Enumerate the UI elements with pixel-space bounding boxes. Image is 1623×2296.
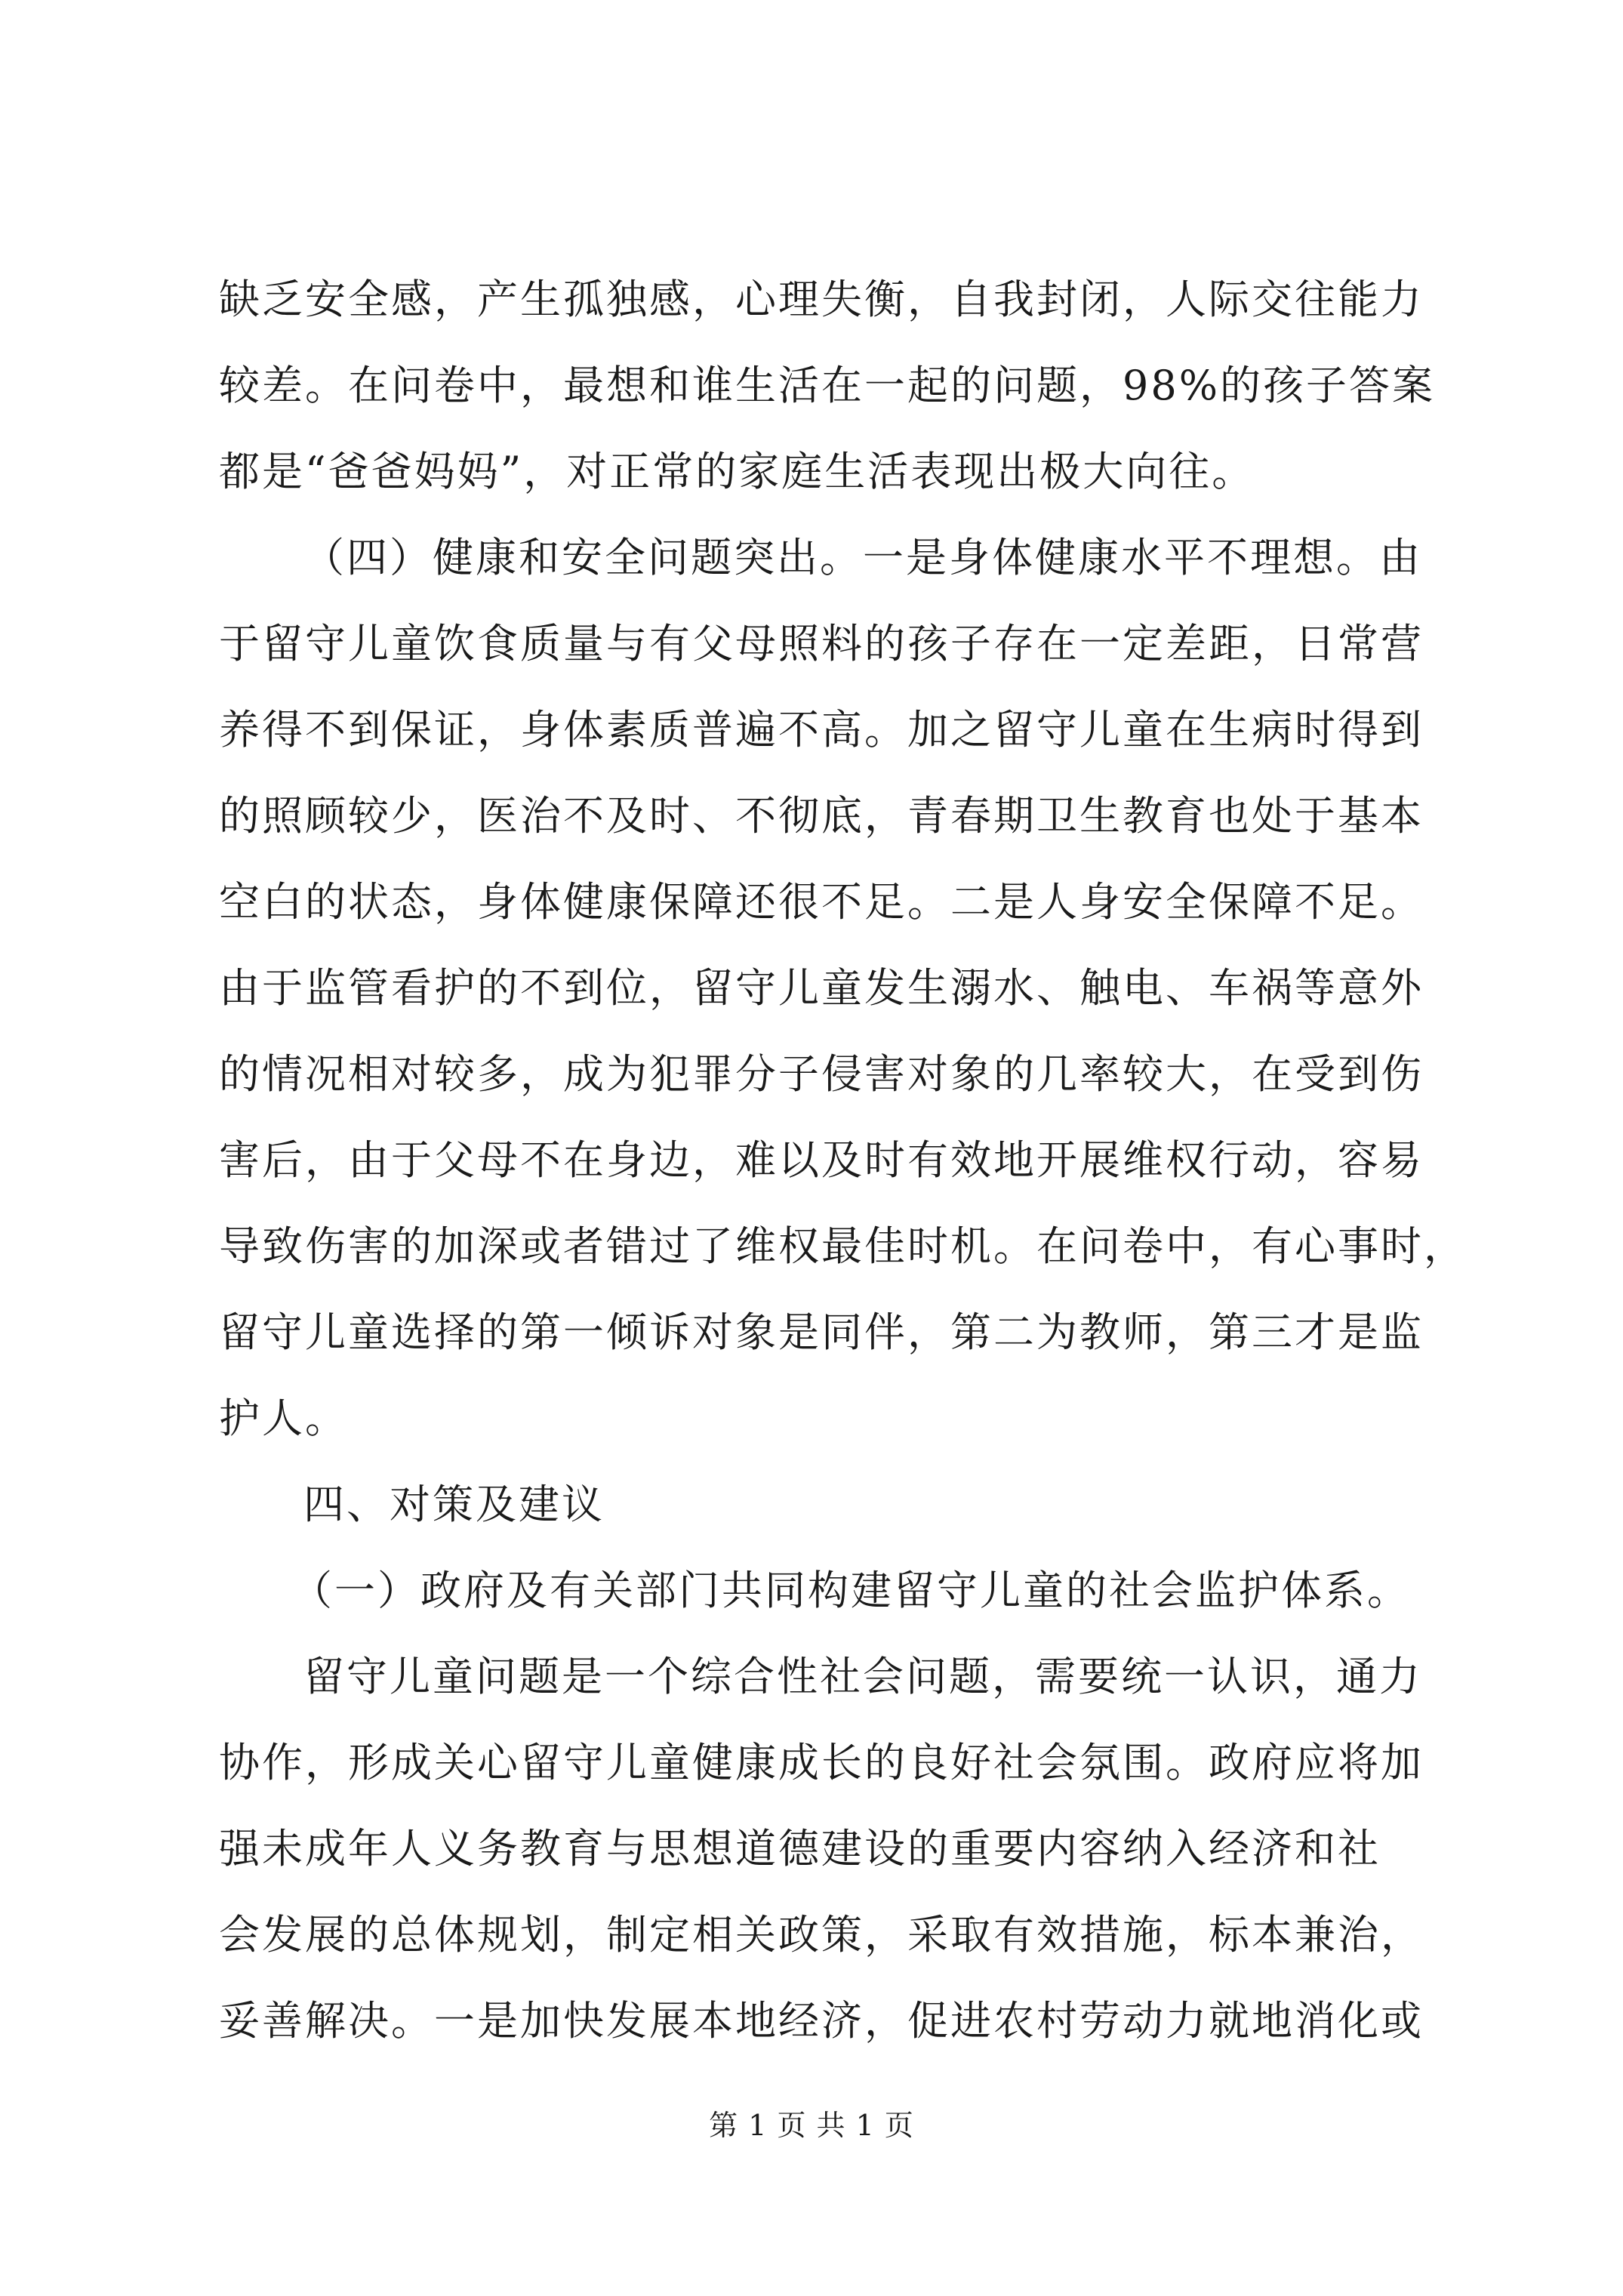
subsection-heading-government: （一）政府及有关部门共同构建留守儿童的社会监护体系。	[291, 1567, 1410, 1614]
text-line: 强未成年人义务教育与思想道德建设的重要内容纳入经济和社	[219, 1825, 1381, 1872]
section-heading-countermeasures: 四、对策及建议	[303, 1481, 605, 1528]
page-number-label: 第 1 页 共 1 页	[709, 2109, 914, 2142]
page-footer	[0, 2106, 1623, 2144]
text-line: 留守儿童选择的第一倾诉对象是同伴，第二为教师，第三才是监	[219, 1308, 1424, 1356]
text-line: 留守儿童问题是一个综合性社会问题，需要统一认识，通力	[303, 1653, 1422, 1700]
text-line: 会发展的总体规划，制定相关政策，采取有效措施，标本兼治，	[219, 1911, 1424, 1959]
text-line: 的情况相对较多，成为犯罪分子侵害对象的几率较大，在受到伤	[219, 1050, 1424, 1098]
text-line: 空白的状态，身体健康保障还很不足。二是人身安全保障不足。	[219, 878, 1424, 926]
text-line: 由于监管看护的不到位，留守儿童发生溺水、触电、车祸等意外	[219, 964, 1424, 1012]
text-line: 较差。在问卷中，最想和谁生活在一起的问题，98%的孩子答案	[219, 362, 1436, 409]
document-body	[219, 257, 1467, 2064]
text-line: 于留守儿童饮食质量与有父母照料的孩子存在一定差距，日常营	[219, 620, 1424, 667]
text-line: 都是“爸爸妈妈”，对正常的家庭生活表现出极大向往。	[219, 448, 1255, 495]
text-line: 协作，形成关心留守儿童健康成长的良好社会氛围。政府应将加	[219, 1739, 1424, 1786]
text-line: 害后，由于父母不在身边，难以及时有效地开展维权行动，容易	[219, 1136, 1424, 1184]
text-line: 妥善解决。一是加快发展本地经济，促进农村劳动力就地消化或	[219, 1997, 1424, 2045]
text-line: 养得不到保证，身体素质普遍不高。加之留守儿童在生病时得到	[219, 706, 1424, 754]
section-heading-health-safety: （四）健康和安全问题突出。一是身体健康水平不理想。由	[303, 534, 1422, 581]
text-line: 缺乏安全感，产生孤独感，心理失衡，自我封闭，人际交往能力	[219, 276, 1424, 323]
text-line: 导致伤害的加深或者错过了维权最佳时机。在问卷中，有心事时，	[219, 1222, 1467, 1270]
text-line: 护人。	[219, 1395, 348, 1442]
text-line: 的照顾较少，医治不及时、不彻底，青春期卫生教育也处于基本	[219, 792, 1424, 840]
